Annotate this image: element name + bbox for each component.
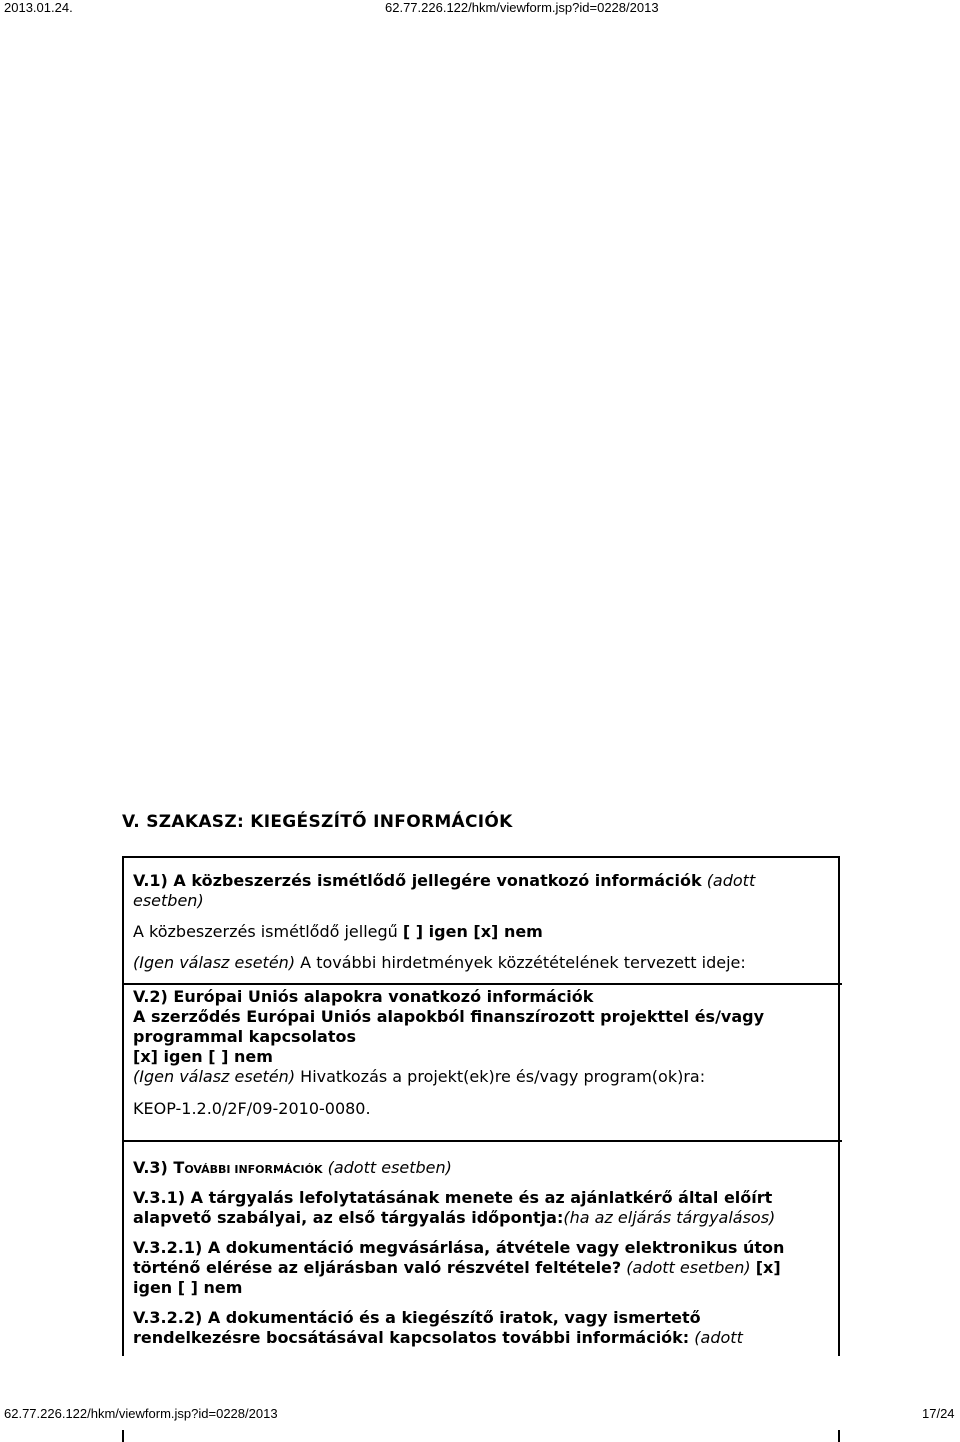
v2-line2: programmal kapcsolatos [133,1027,357,1046]
v1-heading-cont: esetben) [133,891,204,910]
v321-line2 [133,1258,781,1278]
v1-recurring-label: A közbeszerzés ismétlődő jellegű [133,922,398,941]
v1-heading-text: V.1) A közbeszerzés ismétlődő jellegére vonatkozó információk [133,871,702,890]
v1-heading [133,871,755,891]
v2-reference: KEOP-1.2.0/2F/09-2010-0080. [133,1099,371,1118]
v31-line1: V.3.1) A tárgyalás lefolytatásának menete és az ajánlatkérő által előírt [133,1188,773,1207]
v3-heading-smallcaps: OVÁBBI INFORMÁCIÓK [184,1163,323,1176]
v31-line2 [133,1208,775,1228]
print-footer-url: 62.77.226.122/hkm/viewform.jsp?id=0228/2013 [4,1406,278,1421]
v3-heading-prefix: V.3) T [133,1158,185,1177]
v322-line1: V.3.2.2) A dokumentáció és a kiegészítő iratok, vagy ismertető [133,1308,701,1327]
v321-line1: V.3.2.1) A dokumentáció megvásárlása, átvétele vagy elektronikus úton [133,1238,785,1257]
print-footer-page: 17/24 [922,1406,955,1421]
v322-line2-italic: (adott [694,1328,743,1347]
v31-line2-bold: alapvető szabályai, az első tárgyalás időpontja: [133,1208,564,1227]
v1-recurring-options: [ ] igen [x] nem [402,922,543,941]
v2-heading: V.2) Európai Uniós alapokra vonatkozó információk [133,987,594,1006]
box-left-edge-stub [122,1350,124,1356]
box-right-edge-stub [838,1350,840,1356]
v321-line2-italic: (adott esetben) [626,1258,751,1277]
divider-v1-v2 [122,983,842,985]
v31-line2-italic: (ha az eljárás tárgyalásos) [563,1208,776,1227]
v1-if-yes-text: A további hirdetmények közzétételének tervezett ideje: [300,953,746,972]
v3-heading [133,1158,452,1180]
v321-line2-tail: [x] [755,1258,781,1277]
divider-v2-v3-visible [122,1140,842,1142]
v1-recurring [133,922,543,942]
v2-if-yes-text: Hivatkozás a projekt(ek)re és/vagy program(ok)ra: [300,1067,706,1086]
v322-line2 [133,1328,743,1348]
v1-if-yes [133,953,746,973]
v2-options: [x] igen [ ] nem [133,1047,273,1066]
print-header-date: 2013.01.24. [4,0,73,15]
v321-line3: igen [ ] nem [133,1278,243,1297]
v321-line2-bold: történő elérése az eljárásban való részvétel feltétele? [133,1258,622,1277]
v3-heading-italic: (adott esetben) [327,1158,452,1177]
v1-heading-italic: (adott [706,871,756,890]
v2-line1: A szerződés Európai Uniós alapokból finanszírozott projekttel és/vagy [133,1007,765,1026]
v2-if-yes [133,1067,705,1087]
print-header-url: 62.77.226.122/hkm/viewform.jsp?id=0228/2013 [385,0,659,15]
v1-if-yes-italic: (Igen válasz esetén) [133,953,296,972]
section-title: V. SZAKASZ: KIEGÉSZÍTŐ INFORMÁCIÓK [122,812,513,832]
v322-line2-bold: rendelkezésre bocsátásával kapcsolatos további információk: [133,1328,690,1347]
v2-if-yes-italic: (Igen válasz esetén) [133,1067,296,1086]
